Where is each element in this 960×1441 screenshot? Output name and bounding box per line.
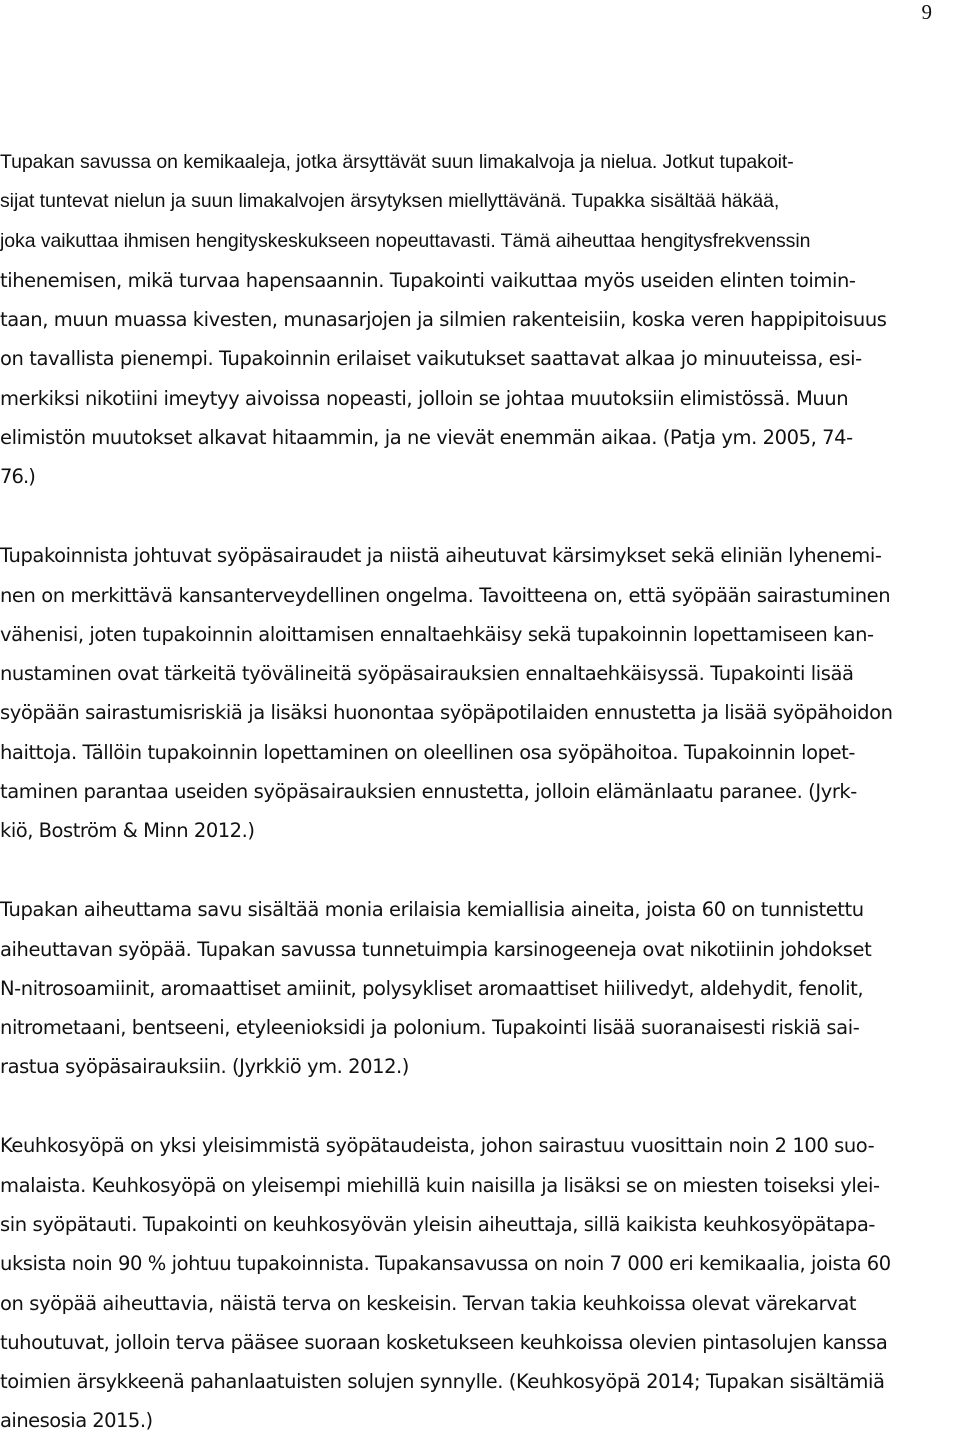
text-line: on syöpää aiheuttavia, näistä terva on keskeisin. Tervan takia keuhkoissa olevat värekarvat <box>0 1291 857 1315</box>
text-line: taminen parantaa useiden syöpäsairauksien ennustetta, jolloin elämänlaatu paranee. (Jyrk- <box>0 780 857 804</box>
paragraph-cancer-diseases <box>0 536 960 850</box>
text-line: elimistön muutokset alkavat hitaammin, ja ne vievät enemmän aikaa. (Patja ym. 2005, 74- <box>0 426 853 450</box>
paragraph-smoke-irritation <box>0 143 960 497</box>
text-line: taan, muun muassa kivesten, munasarjojen ja silmien rakenteisiin, koska veren happipitoisuus <box>0 308 887 332</box>
page-number: 9 <box>921 0 932 24</box>
text-line: sijat tuntevat nielun ja suun limakalvojen ärsytyksen miellyttävänä. Tupakka sisältää häkää, <box>0 190 780 213</box>
text-line: sin syöpätauti. Tupakointi on keuhkosyövän yleisin aiheuttaja, sillä kaikista keuhkosyöpätapa- <box>0 1212 876 1236</box>
text-line: on tavallista pienempi. Tupakoinnin erilaiset vaikutukset saattavat alkaa jo minuuteissa, esi- <box>0 347 862 371</box>
text-line: vähenisi, joten tupakoinnin aloittamisen ennaltaehkäisy sekä tupakoinnin lopettamiseen kan- <box>0 622 874 646</box>
text-line: Tupakan aiheuttama savu sisältää monia erilaisia kemiallisia aineita, joista 60 on tunnistettu <box>0 898 864 922</box>
text-line: aiheuttavan syöpää. Tupakan savussa tunnetuimpia karsinogeeneja ovat nikotiinin johdokset <box>0 937 872 961</box>
text-line: nitrometaani, bentseeni, etyleenioksidi ja polonium. Tupakointi lisää suoranaisesti riskiä sai- <box>0 1016 860 1040</box>
paragraph-spacer <box>0 1087 960 1127</box>
text-line: Tupakoinnista johtuvat syöpäsairaudet ja niistä aiheutuvat kärsimykset sekä eliniän lyhenemi- <box>0 544 882 568</box>
document-body <box>0 143 960 1441</box>
text-line: kiö, Boström & Minn 2012.) <box>0 819 255 843</box>
paragraph-spacer <box>0 851 960 891</box>
text-line: Tupakan savussa on kemikaaleja, jotka ärsyttävät suun limakalvoja ja nielua. Jotkut tupakoit- <box>0 151 794 173</box>
text-line: toimien ärsykkeenä pahanlaatuisten solujen synnylle. (Keuhkosyöpä 2014; Tupakan sisältämiä <box>0 1370 885 1394</box>
text-line: syöpään sairastumisriskiä ja lisäksi huonontaa syöpäpotilaiden ennustetta ja lisää syöpähoidon <box>0 701 893 725</box>
text-line: haittoja. Tällöin tupakoinnin lopettaminen on oleellinen osa syöpähoitoa. Tupakoinnin lopet- <box>0 740 856 764</box>
text-line: tihenemisen, mikä turvaa hapensaannin. Tupakointi vaikuttaa myös useiden elinten toimin- <box>0 268 856 292</box>
text-line: ainesosia 2015.) <box>0 1409 153 1433</box>
text-line: 76.) <box>0 465 36 489</box>
text-line: malaista. Keuhkosyöpä on yleisempi miehillä kuin naisilla ja lisäksi se on miesten toiseksi ylei- <box>0 1173 880 1197</box>
text-line: nen on merkittävä kansanterveydellinen ongelma. Tavoitteena on, että syöpään sairastuminen <box>0 583 891 607</box>
text-line: merkiksi nikotiini imeytyy aivoissa nopeasti, jolloin se johtaa muutoksiin elimistössä. Muun <box>0 386 849 410</box>
paragraph-lung-cancer <box>0 1126 960 1440</box>
text-line: nustaminen ovat tärkeitä työvälineitä syöpäsairauksien ennaltaehkäisyssä. Tupakointi lisää <box>0 662 854 686</box>
paragraph-smoke-chemicals <box>0 890 960 1086</box>
text-line: uksista noin 90 % johtuu tupakoinnista. Tupakansavussa on noin 7 000 eri kemikaalia, joista 60 <box>0 1252 891 1276</box>
text-line: joka vaikuttaa ihmisen hengityskeskukseen nopeuttavasti. Tämä aiheuttaa hengitysfrekvenssin <box>0 229 811 252</box>
text-line: tuhoutuvat, jolloin terva pääsee suoraan kosketukseen keuhkoissa olevien pintasolujen kanssa <box>0 1330 888 1354</box>
text-line: rastua syöpäsairauksiin. (Jyrkkiö ym. 2012.) <box>0 1055 409 1079</box>
text-line: Keuhkosyöpä on yksi yleisimmistä syöpätaudeista, johon sairastuu vuosittain noin 2 100 suo- <box>0 1134 875 1158</box>
text-line: N-nitrosoamiinit, aromaattiset amiinit, polysykliset aromaattiset hiilivedyt, aldehydit, fenolit, <box>0 976 864 1000</box>
paragraph-spacer <box>0 497 960 537</box>
